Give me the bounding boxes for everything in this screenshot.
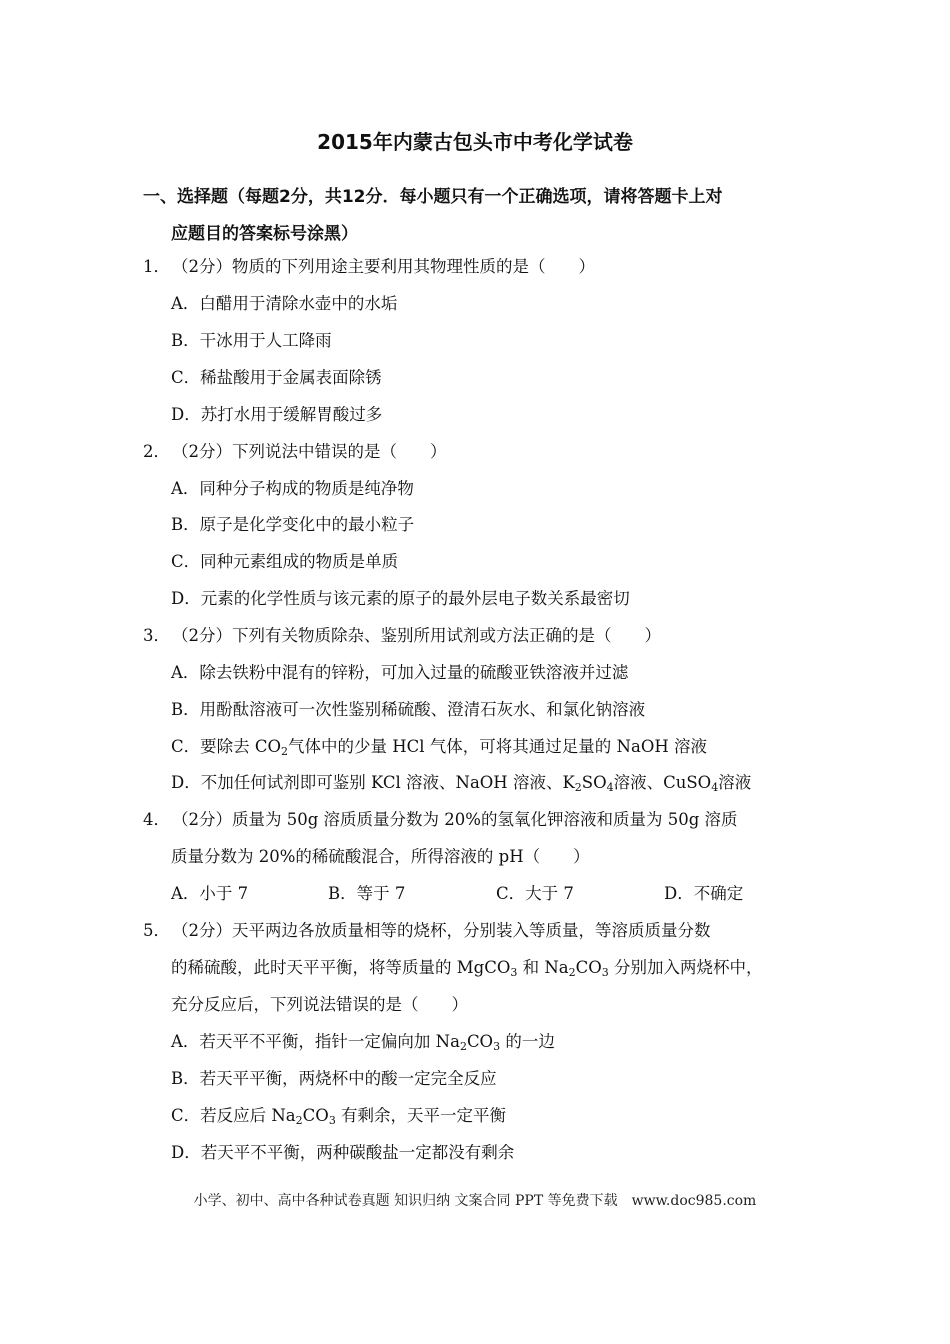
- question-3-text: （2分）下列有关物质除杂、鉴别所用试剂或方法正确的是（ ）: [172, 626, 661, 645]
- question-2-number: 2．: [143, 442, 170, 461]
- question-5-text-line3: 充分反应后，下列说法错误的是（ ）: [171, 995, 468, 1014]
- page-footer: 小学、初中、高中各种试卷真题 知识归纳 文案合同 PPT 等免费下载 www.doc985.com: [193, 1193, 757, 1209]
- question-4-text-line1: （2分）质量为 50g 溶质质量分数为 20%的氢氧化钾溶液和质量为 50g 溶质: [172, 810, 738, 829]
- section-heading-line1: 一、选择题（每题2分，共12分．每小题只有一个正确选项，请将答题卡上对: [143, 187, 723, 207]
- question-5-option-b: B．若天平平衡，两烧杯中的酸一定完全反应: [171, 1069, 497, 1088]
- question-3-option-b: B．用酚酞溶液可一次性鉴别稀硫酸、澄清石灰水、和氯化钠溶液: [171, 700, 646, 719]
- question-2-option-d: D．元素的化学性质与该元素的原子的最外层电子数关系最密切: [171, 589, 630, 608]
- question-5-option-d: D．若天平不平衡，两种碳酸盐一定都没有剩余: [171, 1143, 515, 1162]
- question-2-option-b: B．原子是化学变化中的最小粒子: [171, 515, 415, 534]
- question-4-option-c: C．大于 7: [496, 884, 574, 903]
- question-4-option-a: A．小于 7: [171, 884, 249, 903]
- question-3-number: 3．: [143, 626, 170, 645]
- question-2-option-a: A．同种分子构成的物质是纯净物: [171, 479, 414, 498]
- question-5-text-line2: 的稀硫酸，此时天平平衡，将等质量的 MgCO$_3$ 和 $Na_2CO_3$ 分别加入两烧杯中，: [171, 958, 763, 979]
- page-title: 2015年内蒙古包头市中考化学试卷: [317, 130, 633, 154]
- question-4-option-d: D．不确定: [664, 884, 744, 903]
- question-1-text: （2分）物质的下列用途主要利用其物理性质的是（ ）: [172, 257, 595, 276]
- question-1-option-d: D．苏打水用于缓解胃酸过多: [171, 405, 383, 424]
- question-5-number: 5．: [143, 921, 170, 940]
- section-heading-line2: 应题目的答案标号涂黑）: [171, 224, 358, 244]
- question-1-number: 1．: [143, 257, 170, 276]
- question-3-option-c: C．要除去 $CO_2$气体中的少量 HCl 气体，可将其通过足量的 NaOH 溶液: [171, 737, 707, 758]
- question-5-option-c: C．若反应后 $Na_2CO_3$ 有剩余，天平一定平衡: [171, 1106, 507, 1127]
- question-1-option-b: B．干冰用于人工降雨: [171, 331, 332, 350]
- question-3-option-a: A．除去铁粉中混有的锌粉，可加入过量的硫酸亚铁溶液并过滤: [171, 663, 629, 682]
- question-5-text-line1: （2分）天平两边各放质量相等的烧杯，分别装入等质量，等溶质质量分数: [172, 921, 711, 940]
- question-2-text: （2分）下列说法中错误的是（ ）: [172, 442, 447, 461]
- question-5-option-a: A．若天平不平衡，指针一定偏向加 $Na_2CO_3$ 的一边: [171, 1032, 555, 1053]
- question-4-text-line2: 质量分数为 20%的稀硫酸混合，所得溶液的 pH（ ）: [171, 847, 590, 866]
- question-2-option-c: C．同种元素组成的物质是单质: [171, 552, 399, 571]
- question-3-option-d: D．不加任何试剂即可鉴别 KCl 溶液、NaOH 溶液、$K_2SO_4$溶液、CuSO$_4$溶液: [171, 773, 752, 794]
- question-4-option-b: B．等于 7: [328, 884, 406, 903]
- question-1-option-c: C．稀盐酸用于金属表面除锈: [171, 368, 382, 387]
- question-4-number: 4．: [143, 810, 170, 829]
- question-1-option-a: A．白醋用于清除水壶中的水垢: [171, 294, 398, 313]
